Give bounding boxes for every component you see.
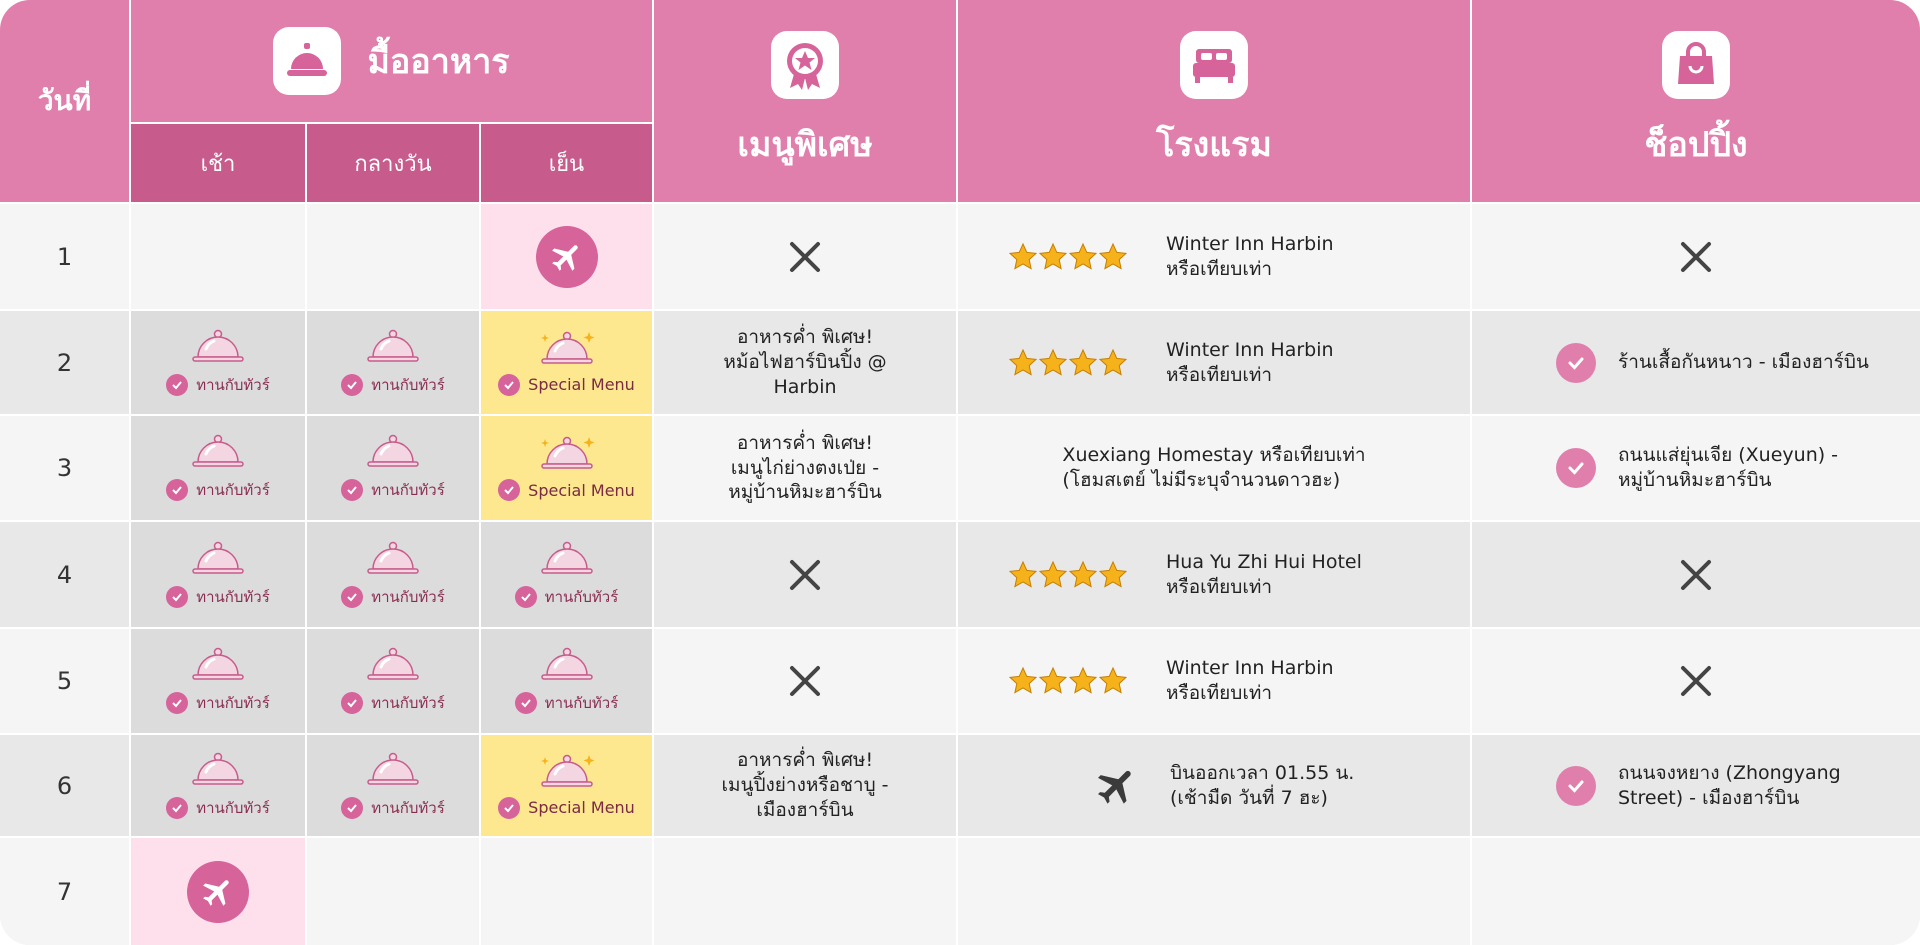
check-icon xyxy=(341,374,363,396)
meal-cell-tour xyxy=(307,416,481,522)
hotel-name: Winter Inn Harbin หรือเทียบเท่า xyxy=(1166,232,1334,280)
star-icon xyxy=(1008,242,1130,272)
shopping-cell-none xyxy=(1472,522,1920,629)
check-icon xyxy=(498,374,520,396)
meal-cell-special xyxy=(481,311,654,416)
special-cell xyxy=(654,311,958,416)
bed-icon xyxy=(1180,31,1248,99)
hotel-cell xyxy=(958,735,1472,838)
check-icon xyxy=(515,692,537,714)
meal-cell-tour xyxy=(131,311,307,416)
meal-tag-label: ทานกับทัวร์ xyxy=(544,587,619,606)
shopping-place: ร้านเสื้อกันหนาว - เมืองฮาร์บิน xyxy=(1618,351,1869,374)
x-icon xyxy=(787,239,823,275)
shopping-cell-empty xyxy=(1472,838,1920,945)
star-icon xyxy=(1008,348,1130,378)
check-icon xyxy=(1556,766,1596,806)
shopping-cell-none xyxy=(1472,204,1920,311)
airplane-icon xyxy=(187,861,249,923)
check-icon xyxy=(341,797,363,819)
meals-header-label: มื้ออาหาร xyxy=(367,42,510,82)
star-rating xyxy=(1008,560,1130,590)
shopping-header xyxy=(1472,0,1920,204)
meal-cell-tour xyxy=(131,735,307,838)
check-icon xyxy=(498,479,520,501)
star-rating xyxy=(1008,348,1130,378)
day-header xyxy=(0,0,131,204)
day-number: 7 xyxy=(56,877,73,906)
cloche-icon xyxy=(365,329,421,365)
x-icon xyxy=(787,557,823,593)
flight-cell xyxy=(131,838,307,945)
lunch-label: กลางวัน xyxy=(354,151,432,177)
hotel-header xyxy=(958,0,1472,204)
hotel-header-label: โรงแรม xyxy=(1156,125,1272,165)
hotel-name: Xuexiang Homestay หรือเทียบเท่า (โฮมสเตย์ ไม่มีระบุจำนวนดาวฮะ) xyxy=(1062,444,1366,491)
shopping-header-label: ช็อปปิ้ง xyxy=(1644,125,1748,165)
meal-tag-label: Special Menu xyxy=(528,375,635,394)
x-icon xyxy=(787,663,823,699)
meal-tag-label: ทานกับทัวร์ xyxy=(196,694,270,712)
day-number: 3 xyxy=(56,454,73,482)
special-menu-text: อาหารค่ำ พิเศษ! เมนูไก่ย่างตงเป่ย - หมู่บ้านหิมะฮาร์บิน xyxy=(728,431,882,504)
breakfast-label: เช้า xyxy=(200,151,236,177)
airplane-icon xyxy=(1094,763,1140,809)
cloche-icon xyxy=(190,434,246,470)
meal-tag-label: ทานกับทัวร์ xyxy=(371,375,445,394)
hotel-cell xyxy=(958,416,1472,522)
dinner-header xyxy=(481,124,654,204)
meal-tag-label: ทานกับทัวร์ xyxy=(544,694,619,712)
x-icon xyxy=(1678,557,1714,593)
day-number: 1 xyxy=(56,242,73,271)
star-icon xyxy=(1008,666,1130,696)
day-number: 6 xyxy=(56,771,73,800)
meal-cell-empty xyxy=(481,838,654,945)
day-cell xyxy=(0,204,131,311)
hotel-cell xyxy=(958,311,1472,416)
day-cell xyxy=(0,735,131,838)
airplane-icon xyxy=(536,226,598,288)
shopping-cell xyxy=(1472,735,1920,838)
shopping-cell xyxy=(1472,311,1920,416)
special-menu-text: อาหารค่ำ พิเศษ! หม้อไฟฮาร์บินปิ้ง @ Harbin xyxy=(723,326,887,398)
cloche-icon xyxy=(365,647,421,683)
star-rating xyxy=(1008,666,1130,696)
special-cell xyxy=(654,416,958,522)
cloche-icon xyxy=(190,329,246,365)
meal-tag-label: Special Menu xyxy=(528,480,635,500)
sparkle-cloche-icon xyxy=(537,435,597,471)
cloche-icon xyxy=(539,647,595,683)
meal-tag-label: ทานกับทัวร์ xyxy=(371,694,445,712)
meal-cell-empty xyxy=(307,838,481,945)
meal-cell-tour xyxy=(131,522,307,629)
check-icon xyxy=(1556,343,1596,383)
shopping-bag-icon xyxy=(1662,31,1730,99)
cloche-icon xyxy=(190,647,246,683)
day-header-label: วันที่ xyxy=(37,84,92,117)
meals-header xyxy=(131,0,654,124)
meal-tag-label: ทานกับทัวร์ xyxy=(196,798,270,817)
check-icon xyxy=(498,797,520,819)
hotel-cell xyxy=(958,204,1472,311)
meal-tag-label: ทานกับทัวร์ xyxy=(196,481,270,499)
shopping-cell xyxy=(1472,416,1920,522)
star-icon xyxy=(1008,560,1130,590)
shopping-place: ถนนแส่ยุ่นเจีย (Xueyun) - หมู่บ้านหิมะฮาร์บิน xyxy=(1618,444,1839,491)
check-icon xyxy=(515,586,537,608)
day-cell xyxy=(0,838,131,945)
cloche-bell-icon xyxy=(273,27,341,95)
meal-cell-tour xyxy=(131,629,307,735)
cloche-icon xyxy=(365,752,421,788)
check-icon xyxy=(166,479,188,501)
check-icon xyxy=(166,374,188,396)
cloche-icon xyxy=(190,752,246,788)
award-badge-icon xyxy=(771,31,839,99)
hotel-name: Winter Inn Harbin หรือเทียบเท่า xyxy=(1166,657,1334,704)
meal-tag-label: ทานกับทัวร์ xyxy=(371,587,445,606)
day-cell xyxy=(0,416,131,522)
breakfast-header xyxy=(131,124,307,204)
hotel-name: Winter Inn Harbin หรือเทียบเท่า xyxy=(1166,338,1334,386)
meal-cell-tour xyxy=(307,522,481,629)
meal-cell-tour xyxy=(131,416,307,522)
day-cell xyxy=(0,522,131,629)
day-number: 2 xyxy=(56,348,73,377)
check-icon xyxy=(341,692,363,714)
meal-tag-label: ทานกับทัวร์ xyxy=(371,481,445,499)
flight-cell xyxy=(481,204,654,311)
check-icon xyxy=(1556,448,1596,488)
meal-tag-label: ทานกับทัวร์ xyxy=(196,587,270,606)
shopping-place: ถนนจงหยาง (Zhongyang Street) - เมืองฮาร์บิน xyxy=(1618,761,1841,809)
meal-cell-tour xyxy=(481,629,654,735)
check-icon xyxy=(341,479,363,501)
special-menu-text: อาหารค่ำ พิเศษ! เมนูปิ้งย่างหรือชาบู - เมืองฮาร์บิน xyxy=(721,749,889,821)
special-cell xyxy=(654,735,958,838)
hotel-cell xyxy=(958,522,1472,629)
lunch-header xyxy=(307,124,481,204)
cloche-icon xyxy=(190,541,246,577)
meal-cell-tour xyxy=(307,629,481,735)
special-cell-empty xyxy=(654,838,958,945)
meal-cell-special xyxy=(481,735,654,838)
special-cell-none xyxy=(654,629,958,735)
sparkle-cloche-icon xyxy=(537,753,597,789)
check-icon xyxy=(341,586,363,608)
day-number: 4 xyxy=(56,560,73,589)
meal-tag-label: Special Menu xyxy=(528,798,635,817)
meal-tag-label: ทานกับทัวร์ xyxy=(196,375,270,394)
special-header xyxy=(654,0,958,204)
cloche-icon xyxy=(365,434,421,470)
check-icon xyxy=(166,692,188,714)
x-icon xyxy=(1678,239,1714,275)
sparkle-cloche-icon xyxy=(537,330,597,366)
meal-cell-empty xyxy=(307,204,481,311)
cloche-icon xyxy=(365,541,421,577)
cloche-icon xyxy=(539,541,595,577)
star-rating xyxy=(1008,242,1130,272)
meal-cell-tour xyxy=(307,735,481,838)
day-cell xyxy=(0,311,131,416)
x-icon xyxy=(1678,663,1714,699)
special-header-label: เมนูพิเศษ xyxy=(737,125,873,165)
special-cell-none xyxy=(654,204,958,311)
flight-info: บินออกเวลา 01.55 น. (เช้ามืด วันที่ 7 ฮะ) xyxy=(1170,761,1355,809)
day-cell xyxy=(0,629,131,735)
check-icon xyxy=(166,586,188,608)
check-icon xyxy=(166,797,188,819)
hotel-name: Hua Yu Zhi Hui Hotel หรือเทียบเท่า xyxy=(1166,550,1362,598)
day-number: 5 xyxy=(56,667,73,695)
meal-cell-tour xyxy=(481,522,654,629)
hotel-cell-empty xyxy=(958,838,1472,945)
special-cell-none xyxy=(654,522,958,629)
shopping-cell-none xyxy=(1472,629,1920,735)
meal-cell-special xyxy=(481,416,654,522)
dinner-label: เย็น xyxy=(548,151,585,177)
hotel-cell xyxy=(958,629,1472,735)
meal-cell-empty xyxy=(131,204,307,311)
meal-tag-label: ทานกับทัวร์ xyxy=(371,798,445,817)
meal-cell-tour xyxy=(307,311,481,416)
